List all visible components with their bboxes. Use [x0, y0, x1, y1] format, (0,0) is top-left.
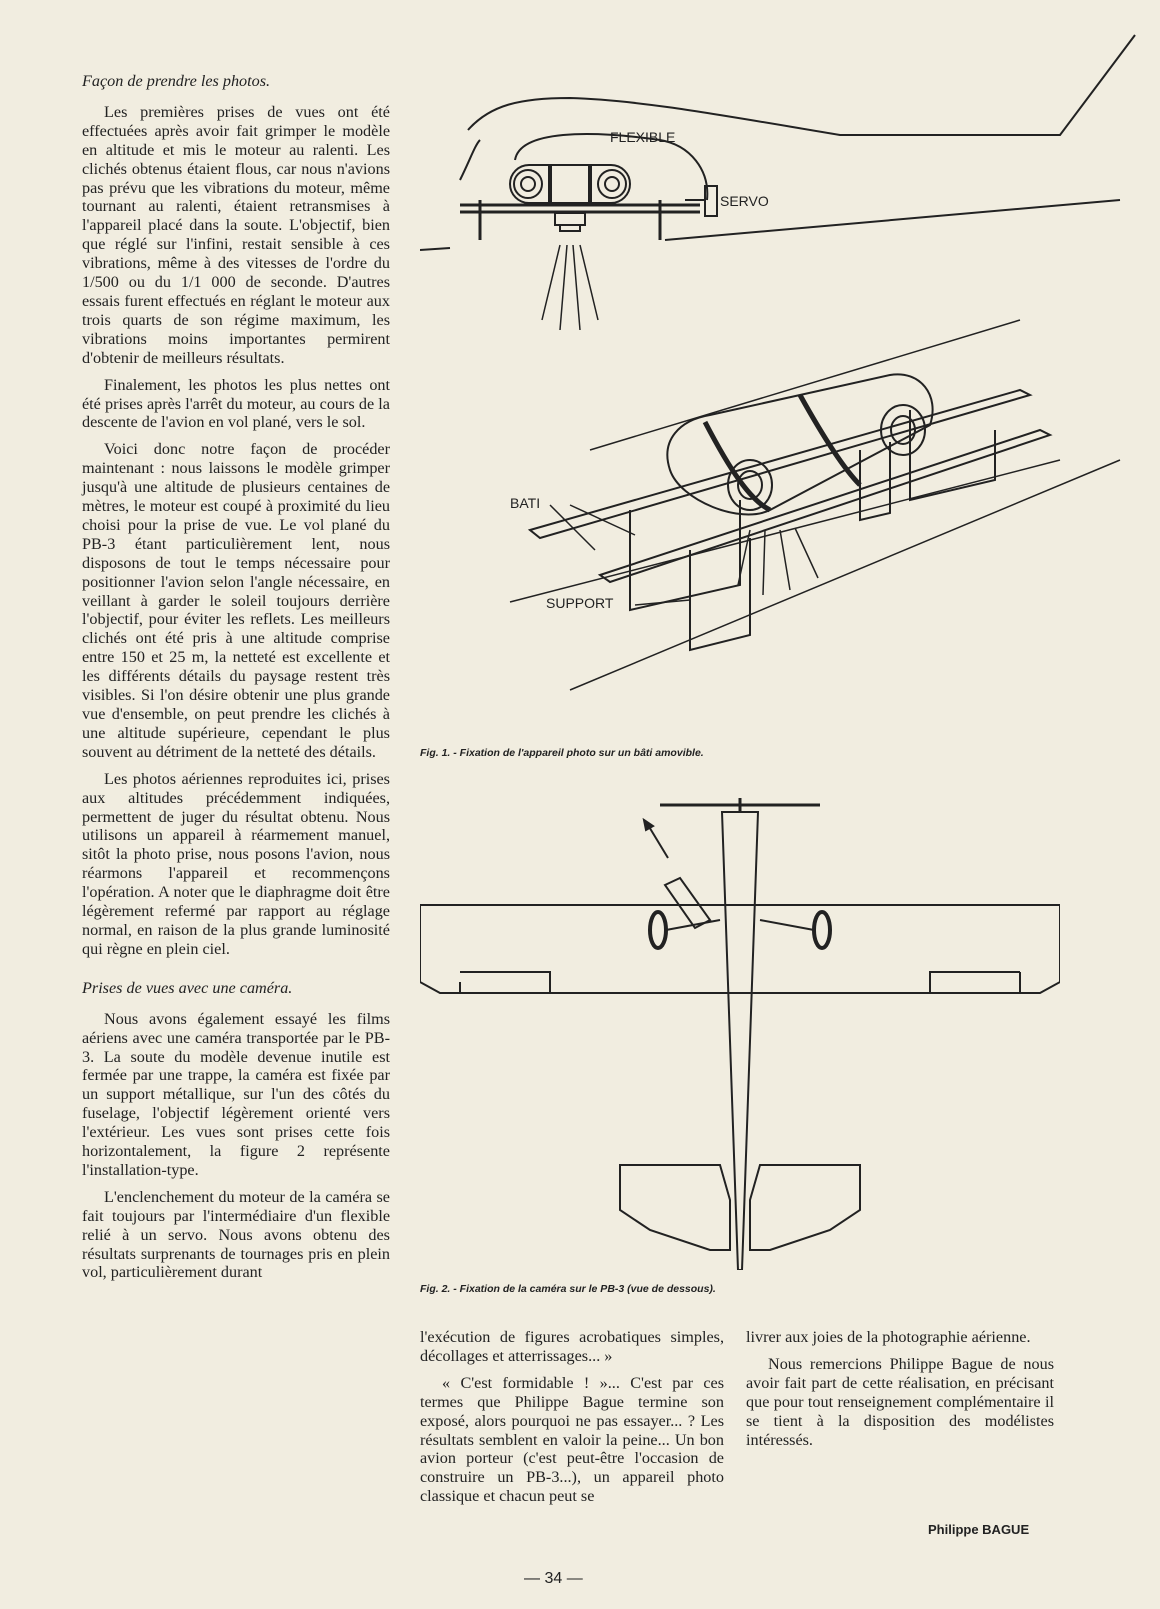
paragraph: Les photos aériennes reproduites ici, prises aux altitudes précédemment indiquées, permettent de juger du résultat obtenu. Nous utilisons un appareil à réarmement manuel, sitôt la photo prise, nous posons l'avion, nous réarmons l'appareil et recommençons l'opération. A noter que le diaphragme doit être légèrement refermé par rapport au réglage normal, en raison de la plus grande luminosité qui règne en plein ciel.: [82, 769, 390, 958]
paragraph: Nous avons également essayé les films aériens avec une caméra transportée par le PB-3. La soute du modèle devenue inutile est fermée par une trappe, la caméra est fixée par un support métallique, sur l'un des côtés du fuselage, l'objectif légèrement orienté vers l'extérieur. Les vues sont prises cette fois horizontalement, la figure 2 représente l'installation-type.: [82, 1009, 390, 1179]
label-flexible: FLEXIBLE: [610, 129, 676, 145]
figure-1-diagram: [420, 30, 1160, 730]
section-heading-photos: Façon de prendre les photos.: [82, 72, 271, 90]
paragraph: L'enclenchement du moteur de la caméra se fait toujours par l'intermédiaire d'un flexible relié à un servo. Nous avons obtenu des résultats surprenants de tournages pris en plein vol, particulièrement durant: [82, 1187, 390, 1282]
paragraph: « C'est formidable ! »... C'est par ces termes que Philippe Bague termine son exposé, alors pourquoi ne pas essayer... ? Les résultats semblent en valoir la peine... Un bon avion porteur (c'est peut-être l'occasion de construire un PB-3...), un appareil photo classique et chacun peut se: [420, 1373, 724, 1506]
page-number: — 34 —: [524, 1570, 583, 1587]
paragraph: Les premières prises de vues ont été effectuées après avoir fait grimper le modèle en altitude et mis le moteur au ralenti. Les clichés obtenus étaient flous, car nous n'avions pas prévu que les vibrations du moteur, même tournant au ralenti, étaient retransmises à l'appareil placé dans la soute. L'objectif, bien que réglé sur l'infini, restait sensible à ces vibrations, même à des vitesses de l'ordre du 1/500 ou du 1/1 000 de seconde. D'autres essais furent effectués en réglant le moteur aux trois quarts de son régime maximum, les vibrations moins importantes permirent d'obtenir de meilleurs résultats.: [82, 102, 390, 367]
figure-2-caption: Fig. 2. - Fixation de la caméra sur le PB-3 (vue de dessous).: [420, 1283, 716, 1295]
middle-column: [420, 1328, 724, 1514]
paragraph: Voici donc notre façon de procéder maintenant : nous laissons le modèle grimper jusqu'à une altitude de plusieurs centaines de mètres, le moteur est coupé à proximité du lieu choisi pour la prise de vue. Le vol plané du PB-3 étant particulièrement lent, nous disposons de tout le temps nécessaire pour positionner l'avion selon l'angle nécessaire, en veillant à garder le soleil toujours derrière l'objectif, pour éviter les reflets. Les meilleurs clichés ont été pris à une altitude comprise entre 150 et 25 m, la netteté est excellente et les différents détails du paysage restent très visibles. Si l'on désire obtenir une plus grande vue d'ensemble, on peut prendre les clichés à une altitude supérieure, cependant le plus souvent au détriment de la netteté des détails.: [82, 440, 390, 761]
label-servo: SERVO: [720, 193, 769, 209]
right-column: [746, 1328, 1054, 1457]
paragraph: l'exécution de figures acrobatiques simples, décollages et atterrissages... »: [420, 1328, 724, 1365]
paragraph: Finalement, les photos les plus nettes ont été prises après l'arrêt du moteur, au cours de la descente de l'avion en vol plané, vers le sol.: [82, 375, 390, 432]
paragraph: livrer aux joies de la photographie aérienne.: [746, 1328, 1031, 1346]
signature: Philippe BAGUE: [928, 1522, 1030, 1537]
label-bati: BATI: [510, 495, 541, 511]
left-column: [82, 72, 390, 1290]
figure-1-caption: Fig. 1. - Fixation de l'appareil photo sur un bâti amovible.: [420, 747, 704, 759]
paragraph: Nous remercions Philippe Bague de nous avoir fait part de cette réalisation, en précisant que pour tout renseignement complémentaire il se tient à la disposition des modélistes intéressés.: [746, 1354, 1054, 1449]
figure-2-diagram: [420, 790, 1060, 1270]
label-support: SUPPORT: [546, 595, 614, 611]
section-heading-camera: Prises de vues avec une caméra.: [82, 978, 293, 997]
